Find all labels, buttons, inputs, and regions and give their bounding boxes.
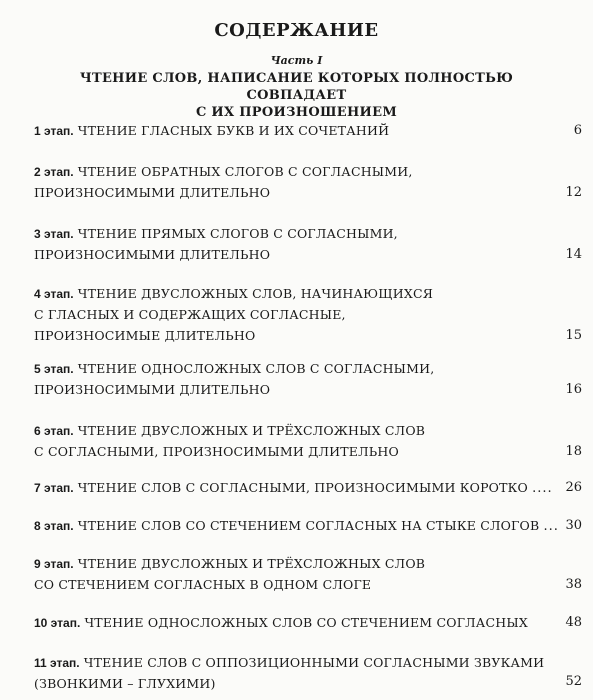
page-number: 18: [565, 444, 582, 459]
entry-line: [34, 480, 553, 496]
entry-heading: ЧТЕНИЕ ГЛАСНЫХ БУКВ И ИХ СОЧЕТАНИЙ: [77, 123, 390, 138]
toc-entry-9[interactable]: [34, 556, 582, 598]
entry-line: С ГЛАСНЫХ И СОДЕРЖАЩИХ СОГЛАСНЫЕ,: [34, 307, 346, 322]
stage-number: 11 этап.: [34, 656, 80, 670]
toc-entry-2[interactable]: [34, 164, 582, 206]
entry-line: [34, 361, 434, 377]
page-number: 15: [565, 328, 582, 343]
stage-number: 10 этап.: [34, 616, 81, 630]
entry-line: ПРОИЗНОСИМЫМИ ДЛИТЕЛЬНО: [34, 185, 271, 200]
entry-line: [34, 615, 528, 631]
entry-line: [34, 123, 389, 139]
page-number: 30: [565, 518, 582, 533]
entry-heading: ЧТЕНИЕ ПРЯМЫХ СЛОГОВ С СОГЛАСНЫМИ,: [77, 226, 398, 241]
stage-number: 5 этап.: [34, 362, 74, 376]
toc-entry-4[interactable]: [34, 286, 582, 349]
entry-line: СО СТЕЧЕНИЕМ СОГЛАСНЫХ В ОДНОМ СЛОГЕ: [34, 577, 372, 592]
entry-line: ПРОИЗНОСИМЫМИ ДЛИТЕЛЬНО: [34, 382, 271, 397]
entry-line: ПРОИЗНОСИМЫМИ ДЛИТЕЛЬНО: [34, 247, 271, 262]
entry-line: [34, 556, 425, 572]
entry-heading: ЧТЕНИЕ СЛОВ СО СТЕЧЕНИЕМ СОГЛАСНЫХ НА СТЫКЕ СЛОГОВ: [77, 518, 540, 533]
toc-title: СОДЕРЖАНИЕ: [214, 20, 379, 41]
stage-number: 7 этап.: [34, 481, 74, 495]
part-title: [40, 70, 553, 121]
entry-line: [34, 423, 425, 439]
stage-number: 3 этап.: [34, 227, 74, 241]
part-label: Часть I: [270, 54, 323, 67]
stage-number: 1 этап.: [34, 124, 74, 138]
toc-entry-1[interactable]: [34, 123, 582, 143]
entry-line: [34, 518, 559, 534]
page-number: 16: [565, 382, 582, 397]
entry-heading: ЧТЕНИЕ ОДНОСЛОЖНЫХ СЛОВ С СОГЛАСНЫМИ,: [77, 361, 435, 376]
leader-dots: ....: [532, 481, 553, 496]
entry-heading: ЧТЕНИЕ ОБРАТНЫХ СЛОГОВ С СОГЛАСНЫМИ,: [77, 164, 413, 179]
entry-line: [34, 655, 544, 671]
entry-line: (ЗВОНКИМИ – ГЛУХИМИ): [34, 676, 216, 691]
entry-line: С СОГЛАСНЫМИ, ПРОИЗНОСИМЫМИ ДЛИТЕЛЬНО: [34, 444, 399, 459]
toc-entry-3[interactable]: [34, 226, 582, 268]
entry-line: [34, 286, 433, 302]
toc-entry-7[interactable]: [34, 480, 582, 500]
stage-number: 6 этап.: [34, 424, 74, 438]
page-number: 12: [565, 185, 582, 200]
page-number: 52: [565, 674, 582, 689]
stage-number: 8 этап.: [34, 519, 74, 533]
leader-dots: ...: [543, 519, 559, 534]
toc-entry-10[interactable]: [34, 615, 582, 635]
part-title-line: ЧТЕНИЕ СЛОВ, НАПИСАНИЕ КОТОРЫХ ПОЛНОСТЬЮ СОВПАДАЕТ: [79, 71, 514, 103]
stage-number: 9 этап.: [34, 557, 74, 571]
page-number: 14: [565, 247, 582, 262]
page-number: 6: [573, 123, 582, 138]
toc-entry-6[interactable]: [34, 423, 582, 465]
entry-heading: ЧТЕНИЕ СЛОВ С ОППОЗИЦИОННЫМИ СОГЛАСНЫМИ ЗВУКАМИ: [83, 655, 545, 670]
entry-heading: ЧТЕНИЕ ДВУСЛОЖНЫХ СЛОВ, НАЧИНАЮЩИХСЯ: [77, 286, 434, 301]
stage-number: 4 этап.: [34, 287, 74, 301]
entry-line: ПРОИЗНОСИМЫЕ ДЛИТЕЛЬНО: [34, 328, 256, 343]
entry-heading: ЧТЕНИЕ ОДНОСЛОЖНЫХ СЛОВ СО СТЕЧЕНИЕМ СОГЛАСНЫХ: [84, 615, 528, 630]
entry-line: [34, 226, 398, 242]
entry-heading: ЧТЕНИЕ ДВУСЛОЖНЫХ И ТРЁХСЛОЖНЫХ СЛОВ: [77, 423, 426, 438]
toc-entry-5[interactable]: [34, 361, 582, 403]
entry-heading: ЧТЕНИЕ СЛОВ С СОГЛАСНЫМИ, ПРОИЗНОСИМЫМИ КОРОТКО: [77, 480, 528, 495]
toc-entry-8[interactable]: [34, 518, 582, 538]
page-number: 48: [565, 615, 582, 630]
page-number: 38: [565, 577, 582, 592]
entry-heading: ЧТЕНИЕ ДВУСЛОЖНЫХ И ТРЁХСЛОЖНЫХ СЛОВ: [77, 556, 426, 571]
entry-line: [34, 164, 413, 180]
stage-number: 2 этап.: [34, 165, 74, 179]
toc-entry-11[interactable]: [34, 655, 582, 697]
part-title-line: С ИХ ПРОИЗНОШЕНИЕМ: [195, 105, 398, 120]
page-number: 26: [565, 480, 582, 495]
